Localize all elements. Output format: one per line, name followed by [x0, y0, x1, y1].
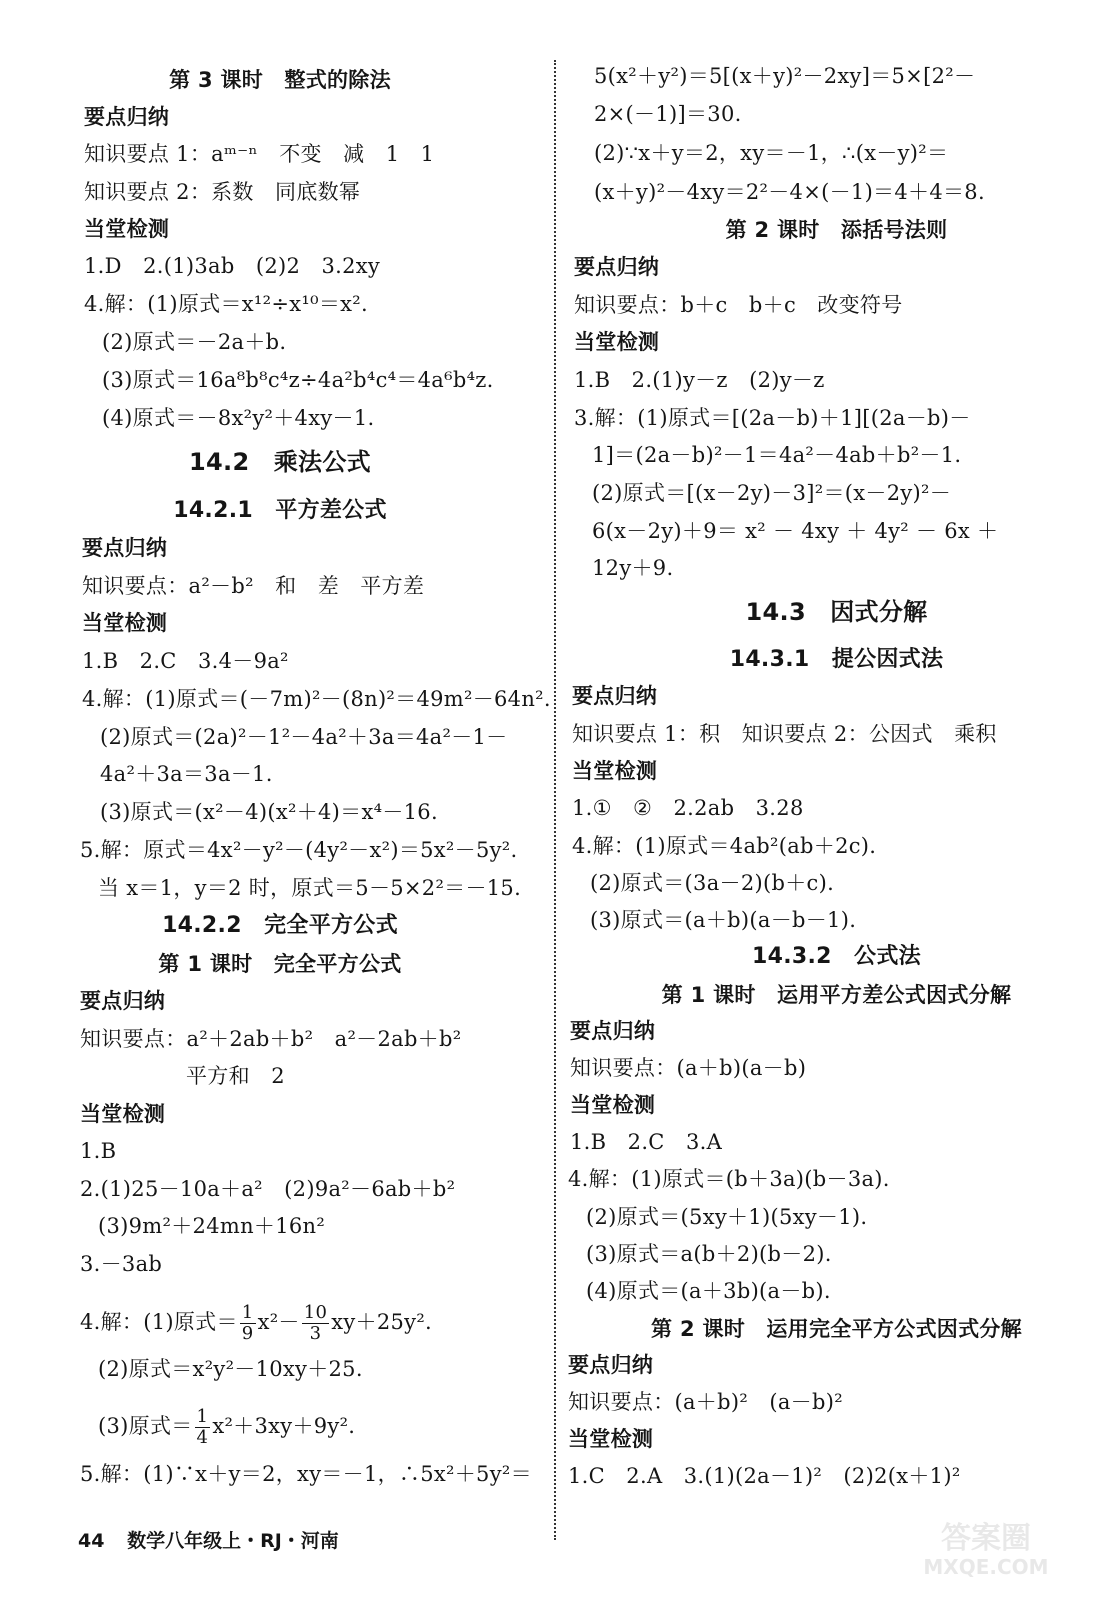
- text-line: 4.解：(1)原式＝(b＋3a)(b－3a).: [568, 1167, 890, 1191]
- heading: 第 1 课时 完全平方公式: [158, 952, 402, 976]
- text-line: (2)原式＝x²y²－10xy＋25.: [98, 1357, 363, 1381]
- heading: 第 2 课时 添括号法则: [725, 218, 948, 242]
- text-line: 1.C 2.A 3.(1)(2a－1)² (2)2(x＋1)²: [568, 1464, 961, 1488]
- text-line: 1]＝(2a－b)²－1＝4a²－4ab＋b²－1.: [592, 443, 962, 467]
- text-line: 3.－3ab: [80, 1252, 163, 1276]
- section-title: 14.3 因式分解: [745, 598, 928, 626]
- heading: 当堂检测: [80, 1102, 166, 1126]
- subsection-title: 14.2.1 平方差公式: [173, 498, 387, 523]
- text-line: 2.(1)25－10a＋a² (2)9a²－6ab＋b²: [80, 1177, 456, 1201]
- text-line: 知识要点：b＋c b＋c 改变符号: [574, 293, 903, 317]
- text-line: 平方和 2: [186, 1064, 285, 1088]
- text-line: (2)原式＝(5xy＋1)(5xy－1).: [586, 1205, 868, 1229]
- text-line: 1.B 2.(1)y－z (2)y－z: [574, 368, 825, 392]
- column-divider: [554, 60, 556, 1540]
- page-number: 44: [78, 1530, 105, 1552]
- text-line: 知识要点 1：积 知识要点 2：公因式 乘积: [572, 722, 997, 746]
- heading: 要点归纳: [84, 105, 170, 129]
- text-line: (3)原式＝(x²－4)(x²＋4)＝x⁴－16.: [100, 800, 438, 824]
- watermark-text: 答案圈: [941, 1521, 1031, 1556]
- text-line: (2)原式＝－2a＋b.: [102, 330, 287, 354]
- text-line: (2)原式＝(3a－2)(b＋c).: [590, 871, 835, 895]
- text-line: 知识要点 2：系数 同底数幂: [84, 180, 361, 204]
- heading: 当堂检测: [82, 611, 168, 635]
- heading: 第 2 课时 运用完全平方公式因式分解: [651, 1317, 1022, 1341]
- heading: 第 1 课时 运用平方差公式因式分解: [661, 983, 1012, 1007]
- text-line: 1.B 2.C 3.A: [570, 1130, 723, 1154]
- heading: 要点归纳: [574, 255, 660, 279]
- subsection-title: 14.3.1 提公因式法: [729, 647, 944, 672]
- text-line: 6(x－2y)＋9＝ x² － 4xy ＋ 4y² － 6x ＋: [592, 519, 999, 543]
- fraction: $\frac{1}{4}$: [196, 1406, 209, 1448]
- heading: 要点归纳: [570, 1019, 656, 1043]
- subsection-title: 14.2.2 完全平方公式: [162, 913, 398, 938]
- text-line: 5.解：(1)∵x＋y＝2，xy＝－1，∴5x²＋5y²＝: [80, 1462, 532, 1486]
- text-line: (3)9m²＋24mn＋16n²: [98, 1214, 326, 1238]
- text-line: 知识要点：a²－b² 和 差 平方差: [82, 574, 425, 598]
- text-line: 知识要点：(a＋b)² (a－b)²: [568, 1390, 843, 1414]
- text-line: 当 x＝1，y＝2 时，原式＝5－5×2²＝－15.: [98, 876, 522, 900]
- text-line: 4a²＋3a＝3a－1.: [100, 762, 273, 786]
- text-line: 1.D 2.(1)3ab (2)2 3.2xy: [84, 254, 381, 278]
- text-line: 3.解：(1)原式＝[(2a－b)＋1][(2a－b)－: [574, 406, 971, 430]
- text-line: (4)原式＝(a＋3b)(a－b).: [586, 1279, 831, 1303]
- heading: 当堂检测: [84, 217, 170, 241]
- text-line: (2)∵x＋y＝2，xy＝－1，∴(x－y)²＝: [594, 141, 949, 165]
- text-line: 1.① ② 2.2ab 3.28: [572, 796, 804, 820]
- text-line: (4)原式＝－8x²y²＋4xy－1.: [102, 406, 375, 430]
- text-line: 1.B 2.C 3.4－9a²: [82, 649, 289, 673]
- text-line: 知识要点：(a＋b)(a－b): [570, 1056, 807, 1080]
- heading: 当堂检测: [574, 330, 660, 354]
- text-line: (2)原式＝[(x－2y)－3]²＝(x－2y)²－: [592, 481, 952, 505]
- text-line: (3)原式＝ $\frac{1}{4}$ x²＋3xy＋9y².: [98, 1406, 356, 1448]
- text-line: 4.解：(1)原式＝(－7m)²－(8n)²＝49m²－64n².: [82, 687, 551, 711]
- heading: 当堂检测: [568, 1427, 654, 1451]
- text-line: (2)原式＝(2a)²－1²－4a²＋3a＝4a²－1－: [100, 725, 508, 749]
- text-line: 2×(－1)]＝30.: [594, 102, 742, 126]
- heading: 第 3 课时 整式的除法: [169, 68, 391, 92]
- text-line: 5(x²＋y²)＝5[(x＋y)²－2xy]＝5×[2²－: [594, 64, 976, 88]
- heading: 当堂检测: [572, 759, 658, 783]
- fraction: $\frac{1}{9}$: [241, 1302, 254, 1344]
- text-line: 4.解：(1)原式＝x¹²÷x¹⁰＝x².: [84, 292, 368, 316]
- text-line: 1.B: [80, 1139, 117, 1163]
- heading: 要点归纳: [572, 684, 658, 708]
- heading: 要点归纳: [568, 1353, 654, 1377]
- section-title: 14.2 乘法公式: [189, 448, 371, 476]
- text-line: 知识要点 1：aᵐ⁻ⁿ 不变 减 1 1: [84, 142, 435, 166]
- heading: 要点归纳: [80, 989, 166, 1013]
- text-line: 4.解：(1)原式＝4ab²(ab＋2c).: [572, 834, 877, 858]
- book-title: 数学八年级上・RJ・河南: [127, 1530, 339, 1552]
- text-line: 4.解：(1)原式＝ $\frac{1}{9}$ x²－ $\frac{10}{3}$ xy＋25y².: [80, 1302, 433, 1344]
- text-line: (x＋y)²－4xy＝2²－4×(－1)＝4＋4＝8.: [594, 180, 985, 204]
- page-footer: [78, 1528, 339, 1554]
- watermark-logo: [881, 1514, 1091, 1580]
- text-line: (3)原式＝(a＋b)(a－b－1).: [590, 908, 857, 932]
- fraction: $\frac{10}{3}$: [303, 1302, 328, 1344]
- text-line: (3)原式＝16a⁸b⁸c⁴z÷4a²b⁴c⁴＝4a⁶b⁴z.: [102, 368, 494, 392]
- heading: 当堂检测: [570, 1093, 656, 1117]
- heading: 要点归纳: [82, 536, 168, 560]
- subsection-title: 14.3.2 公式法: [752, 944, 921, 969]
- watermark-url: MXQE.COM: [923, 1555, 1049, 1579]
- text-line: 5.解：原式＝4x²－y²－(4y²－x²)＝5x²－5y².: [80, 838, 518, 862]
- text-line: (3)原式＝a(b＋2)(b－2).: [586, 1242, 832, 1266]
- text-line: 12y＋9.: [592, 556, 674, 580]
- text-line: 知识要点：a²＋2ab＋b² a²－2ab＋b²: [80, 1027, 462, 1051]
